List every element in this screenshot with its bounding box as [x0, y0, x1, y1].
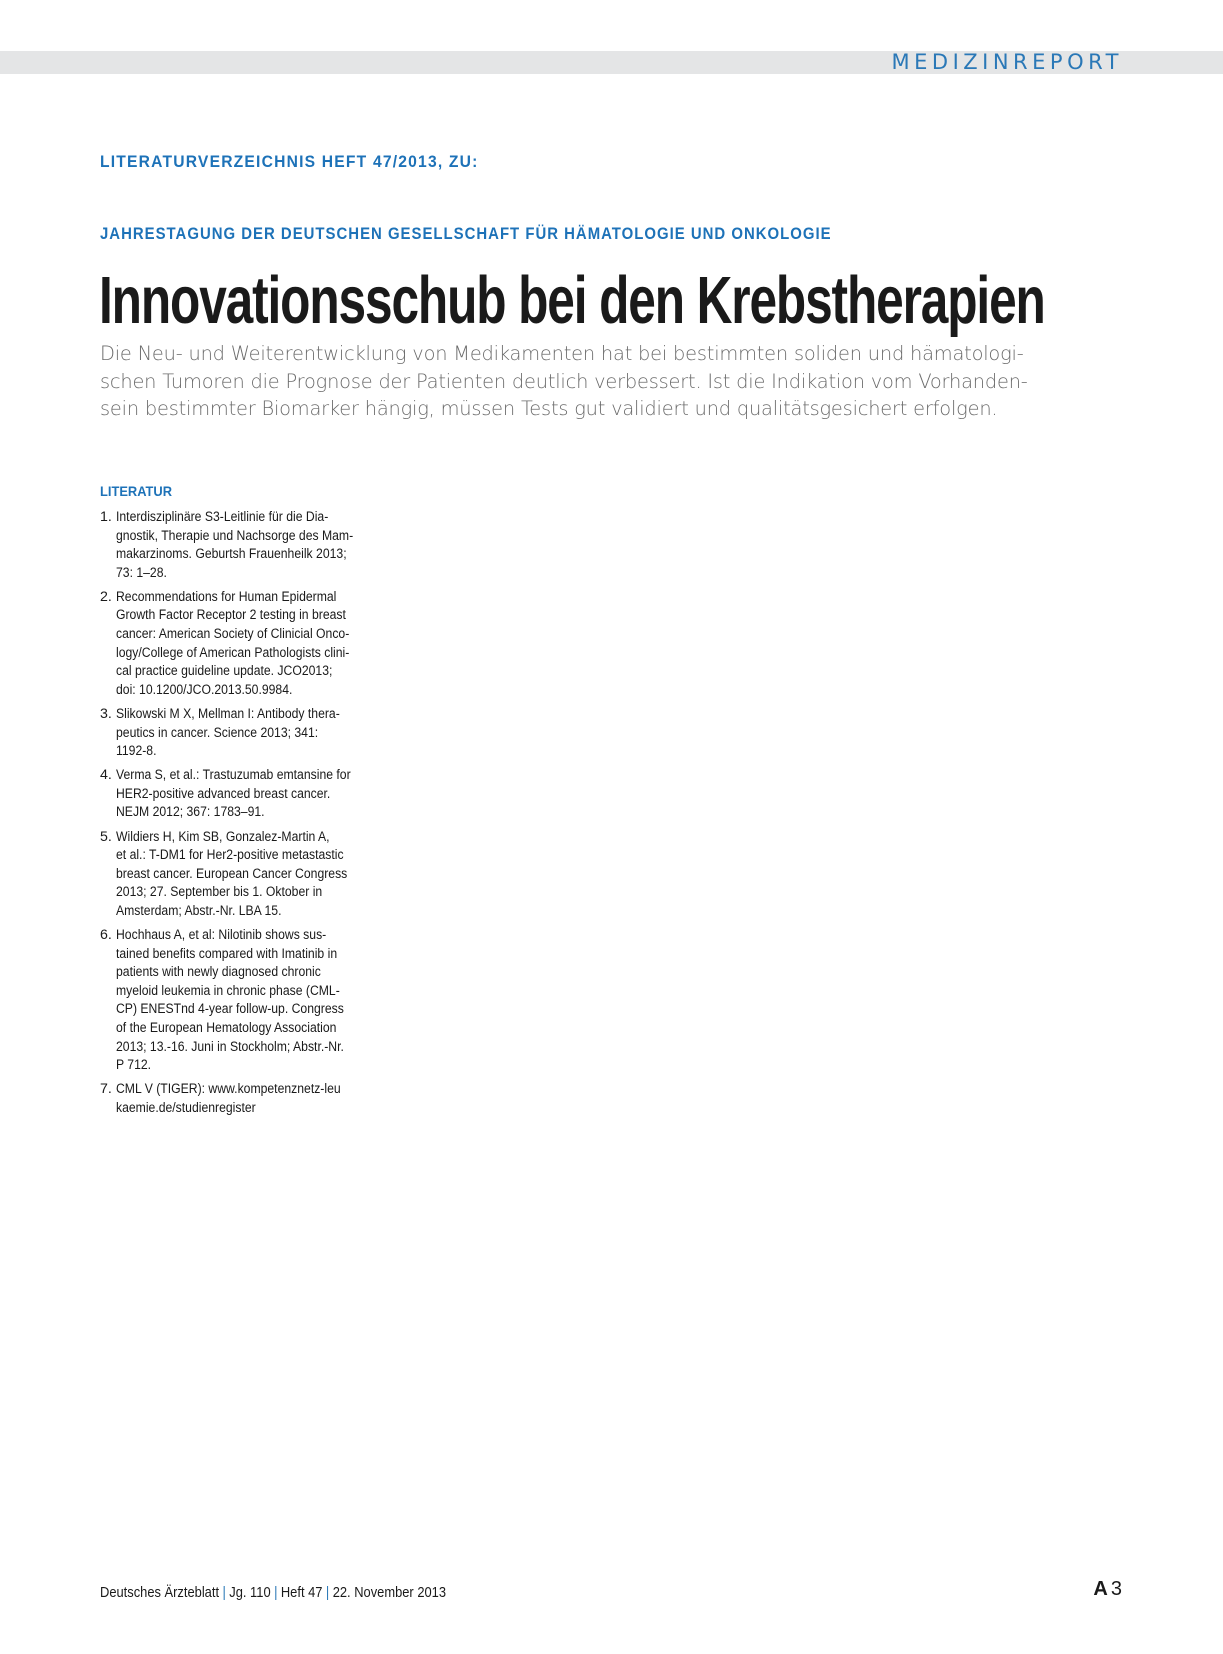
reference-item: [100, 1080, 410, 1117]
reference-line: Slikowski M X, Mellman I: Antibody thera-: [116, 705, 340, 722]
section-label: MEDIZINREPORT: [891, 50, 1123, 74]
page-number-value: 3: [1110, 1578, 1122, 1600]
reference-line: patients with newly diagnosed chronic: [116, 964, 321, 981]
reference-item: [100, 828, 410, 921]
reference-list: [100, 508, 410, 1123]
reference-line: kaemie.de/studienregister: [116, 1099, 256, 1116]
footer-separator: |: [274, 1584, 278, 1601]
reference-line: breast cancer. European Cancer Congress: [116, 865, 348, 882]
reference-line: doi: 10.1200/JCO.2013.50.9984.: [116, 681, 293, 698]
reference-line: gnostik, Therapie und Nachsorge des Mam-: [116, 527, 354, 544]
reference-number: 4.: [100, 767, 112, 784]
reference-text: [116, 705, 369, 761]
reference-text: [116, 588, 369, 700]
reference-text: [116, 828, 369, 921]
reference-item: [100, 926, 410, 1075]
page-number: [1093, 1578, 1122, 1601]
reference-line: et al.: T-DM1 for Her2-positive metastastic: [116, 847, 344, 864]
reference-line: P 712.: [116, 1057, 152, 1074]
lead-line: sein bestimmter Biomarker hängig, müssen Tests gut validiert und qualitätsgesichert erfolgen.: [100, 397, 998, 420]
page-prefix: A: [1093, 1578, 1108, 1600]
reference-text: [116, 926, 369, 1075]
article-lead: [100, 340, 1120, 423]
lead-line: schen Tumoren die Prognose der Patienten deutlich verbessert. Ist die Indikation vom Vorhanden-: [100, 369, 1028, 393]
reference-text: [116, 508, 369, 582]
reference-line: Growth Factor Receptor 2 testing in breast: [116, 607, 346, 624]
reference-line: CP) ENESTnd 4-year follow-up. Congress: [116, 1001, 344, 1018]
reference-line: 2013; 27. September bis 1. Oktober in: [116, 884, 323, 901]
article-kicker: JAHRESTAGUNG DER DEUTSCHEN GESELLSCHAFT FÜR HÄMATOLOGIE UND ONKOLOGIE: [100, 225, 832, 243]
reference-line: peutics in cancer. Science 2013; 341:: [116, 724, 319, 741]
reference-line: CML V (TIGER): www.kompetenznetz-leu: [116, 1081, 341, 1098]
reference-line: myeloid leukemia in chronic phase (CML-: [116, 982, 340, 999]
journal-volume: Jg. 110: [229, 1584, 271, 1601]
reference-line: 1192-8.: [116, 743, 157, 760]
reference-line: Wildiers H, Kim SB, Gonzalez-Martin A,: [116, 828, 330, 845]
reference-line: tained benefits compared with Imatinib in: [116, 945, 338, 962]
reference-line: makarzinoms. Geburtsh Frauenheilk 2013;: [116, 546, 347, 563]
reference-number: 2.: [100, 588, 112, 605]
reference-number: 5.: [100, 828, 112, 845]
reference-number: 1.: [100, 509, 112, 525]
reference-item: [100, 766, 410, 822]
reference-line: logy/College of American Pathologists clini-: [116, 644, 350, 661]
reference-line: NEJM 2012; 367: 1783–91.: [116, 804, 265, 821]
reference-line: 73: 1–28.: [116, 564, 167, 581]
reference-line: Interdisziplinäre S3-Leitlinie für die Dia-: [116, 509, 329, 525]
reference-number: 3.: [100, 705, 112, 722]
reference-item: [100, 588, 410, 700]
reference-line: 2013; 13.-16. Juni in Stockholm; Abstr.-Nr.: [116, 1038, 344, 1055]
footer-separator: |: [222, 1584, 226, 1601]
literature-title: LITERATUR: [100, 483, 173, 499]
journal-issue: Heft 47: [280, 1584, 323, 1601]
reference-line: Hochhaus A, et al: Nilotinib shows sus-: [116, 926, 327, 943]
lead-line: Die Neu- und Weiterentwicklung von Medikamenten hat bei bestimmten soliden und hämatologi-: [100, 342, 1024, 365]
article-headline: Innovationsschub bei den Krebstherapien: [99, 263, 1045, 338]
reference-text: [116, 766, 369, 822]
reference-item: [100, 508, 410, 582]
reference-item: [100, 705, 410, 761]
reference-text: [116, 1080, 369, 1117]
reference-number: 7.: [100, 1081, 112, 1098]
reference-line: Amsterdam; Abstr.-Nr. LBA 15.: [116, 902, 282, 919]
reference-line: cal practice guideline update. JCO2013;: [116, 663, 333, 680]
journal-name: Deutsches Ärzteblatt: [100, 1584, 220, 1601]
reference-line: Recommendations for Human Epidermal: [116, 588, 337, 605]
footer-separator: |: [325, 1584, 330, 1601]
reference-line: Verma S, et al.: Trastuzumab emtansine for: [116, 767, 351, 784]
literature-note: LITERATURVERZEICHNIS HEFT 47/2013, ZU:: [100, 152, 479, 171]
reference-number: 6.: [100, 926, 112, 943]
footer-citation: [100, 1584, 446, 1601]
reference-line: HER2-positive advanced breast cancer.: [116, 785, 331, 802]
reference-line: cancer: American Society of Clinicial Onco-: [116, 626, 350, 643]
journal-date: 22. November 2013: [332, 1584, 447, 1601]
reference-line: of the European Hematology Association: [116, 1019, 337, 1036]
